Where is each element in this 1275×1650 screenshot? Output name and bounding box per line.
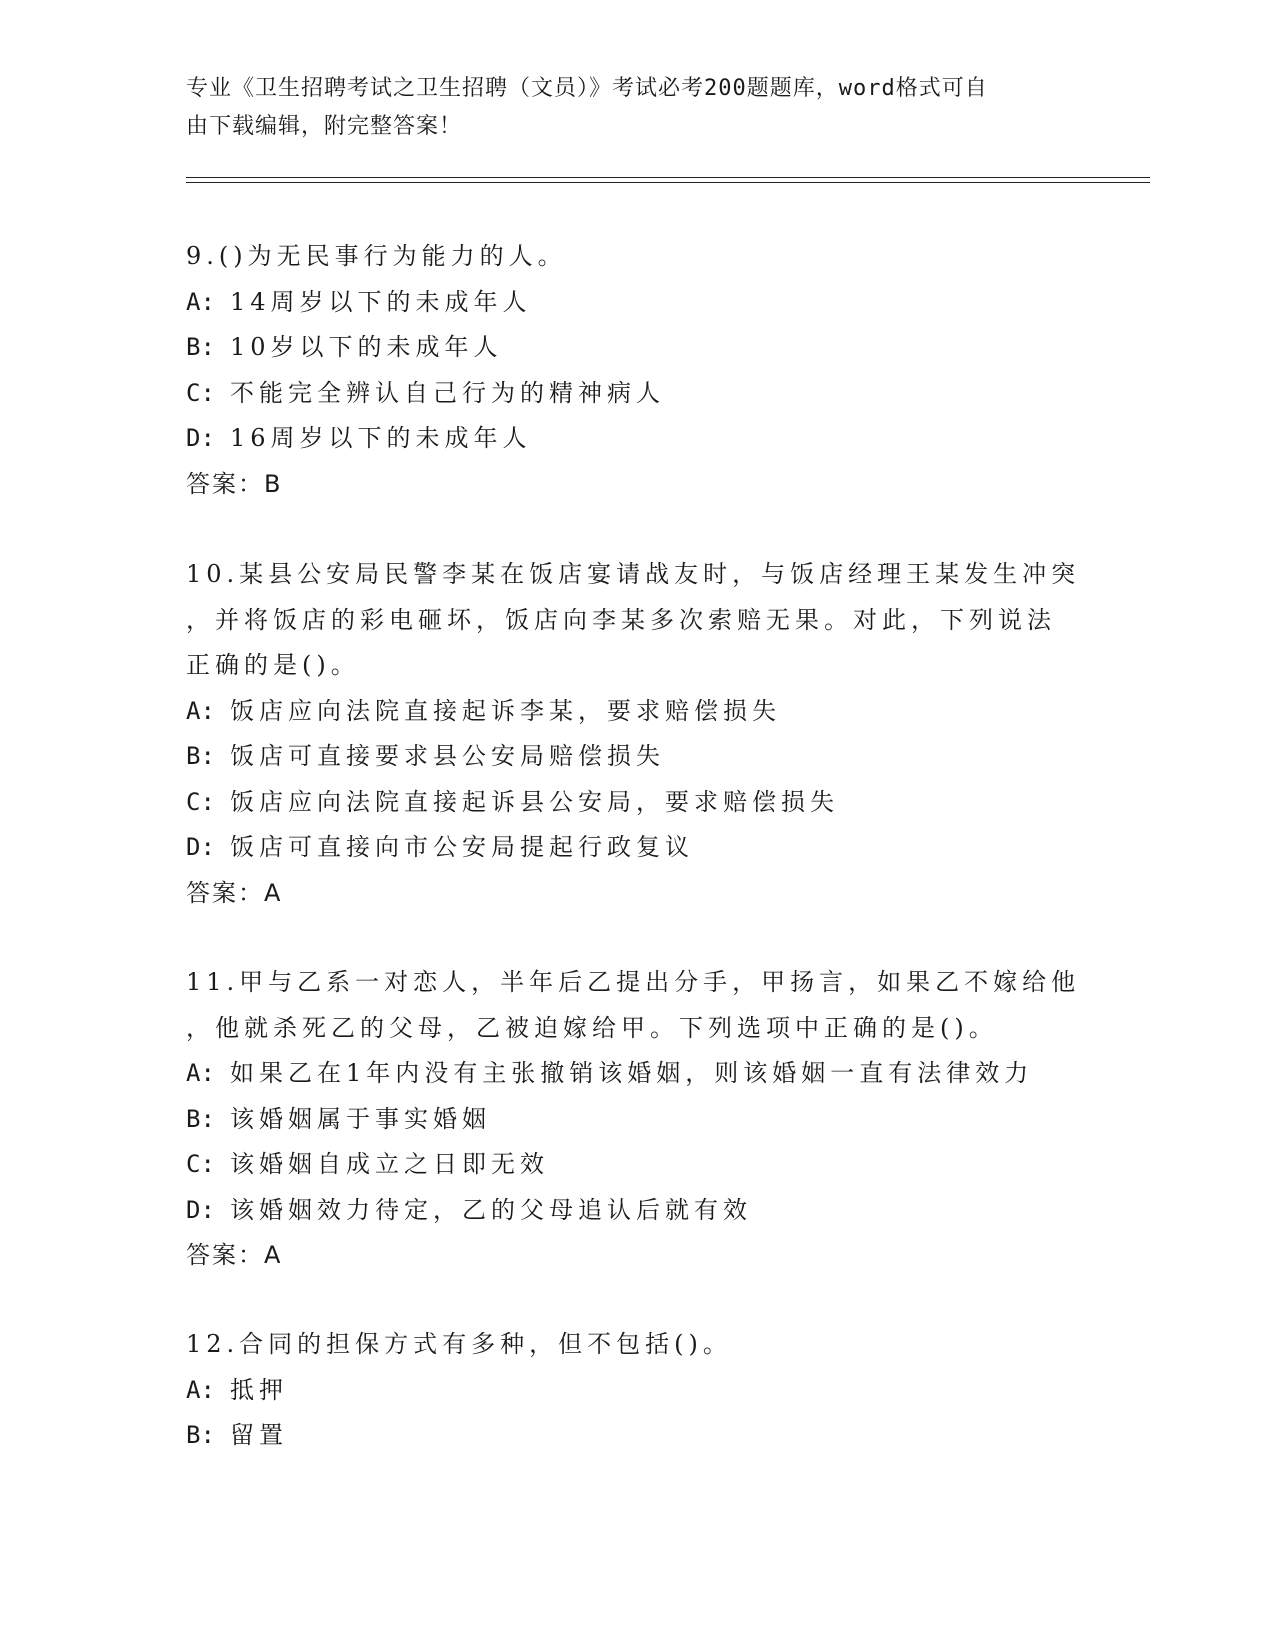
option-text: 饭店可直接要求县公安局赔偿损失 <box>230 742 665 770</box>
option-text: 10岁以下的未成年人 <box>230 333 503 361</box>
header-divider <box>186 177 1150 178</box>
question-stem: ，并将饭店的彩电砸坏，饭店向李某多次索赔无果。对此，下列说法 <box>186 605 1056 634</box>
option-b <box>186 734 1086 780</box>
answer-label: 答案： <box>186 1241 264 1269</box>
option-b <box>186 325 1086 371</box>
option-c <box>186 371 1086 417</box>
option-a <box>186 1368 1086 1414</box>
option-text: 16周岁以下的未成年人 <box>230 424 532 452</box>
answer <box>186 462 1086 508</box>
option-text: 如果乙在1年内没有主张撤销该婚姻，则该婚姻一直有法律效力 <box>230 1059 1034 1087</box>
option-key: D: <box>186 1195 215 1224</box>
option-b <box>186 1097 1086 1143</box>
option-text: 该婚姻属于事实婚姻 <box>230 1104 491 1133</box>
header-line: 由下载编辑，附完整答案！ <box>186 114 463 139</box>
question-11 <box>186 960 1086 1279</box>
option-a <box>186 280 1086 326</box>
option-text: 饭店应向法院直接起诉李某，要求赔偿损失 <box>230 696 781 725</box>
option-b <box>186 1413 1086 1459</box>
answer <box>186 1233 1086 1279</box>
option-key: B: <box>186 333 215 361</box>
question-stem: 12.合同的担保方式有多种，但不包括()。 <box>186 1330 732 1358</box>
option-a <box>186 1051 1086 1097</box>
option-key: B: <box>186 742 215 770</box>
answer-label: 答案： <box>186 878 264 907</box>
option-d <box>186 416 1086 462</box>
answer-value: A <box>264 1241 283 1269</box>
question-stem: ，他就杀死乙的父母，乙被迫嫁给甲。下列选项中正确的是()。 <box>186 1013 998 1042</box>
option-key: D: <box>186 424 215 452</box>
answer-value: B <box>264 469 283 498</box>
option-key: A: <box>186 696 215 725</box>
option-key: B: <box>186 1421 215 1449</box>
option-key: A: <box>186 1059 215 1087</box>
option-key: D: <box>186 833 215 861</box>
option-text: 饭店应向法院直接起诉县公安局，要求赔偿损失 <box>230 787 839 816</box>
option-key: B: <box>186 1104 215 1133</box>
header-line: 专业《卫生招聘考试之卫生招聘（文员）》考试必考200题题库，word格式可自 <box>186 76 988 101</box>
option-d <box>186 1188 1086 1234</box>
option-text: 不能完全辨认自己行为的精神病人 <box>230 378 665 407</box>
question-12 <box>186 1322 1086 1459</box>
header-divider <box>186 182 1150 183</box>
answer-value: A <box>264 878 283 907</box>
option-text: 抵押 <box>230 1375 288 1404</box>
option-d <box>186 825 1086 871</box>
option-key: C: <box>186 787 215 816</box>
option-text: 留置 <box>230 1421 288 1449</box>
option-text: 该婚姻自成立之日即无效 <box>230 1150 549 1178</box>
option-key: C: <box>186 1150 215 1178</box>
answer <box>186 871 1086 917</box>
option-text: 饭店可直接向市公安局提起行政复议 <box>230 833 694 861</box>
option-a <box>186 689 1086 735</box>
option-c <box>186 1142 1086 1188</box>
question-stem: 10.某县公安局民警李某在饭店宴请战友时，与饭店经理王某发生冲突 <box>186 560 1081 588</box>
option-text: 14周岁以下的未成年人 <box>230 287 532 316</box>
question-9 <box>186 234 1086 507</box>
option-c <box>186 780 1086 826</box>
answer-label: 答案： <box>186 469 264 498</box>
document-header <box>186 70 1066 146</box>
question-stem: 11.甲与乙系一对恋人，半年后乙提出分手，甲扬言，如果乙不嫁给他 <box>186 968 1081 996</box>
question-10 <box>186 552 1086 916</box>
question-stem: 正确的是()。 <box>186 651 360 679</box>
option-key: A: <box>186 1375 215 1404</box>
option-text: 该婚姻效力待定，乙的父母追认后就有效 <box>230 1195 752 1224</box>
option-key: C: <box>186 378 215 407</box>
option-key: A: <box>186 287 215 316</box>
question-stem: 9.()为无民事行为能力的人。 <box>186 242 567 270</box>
